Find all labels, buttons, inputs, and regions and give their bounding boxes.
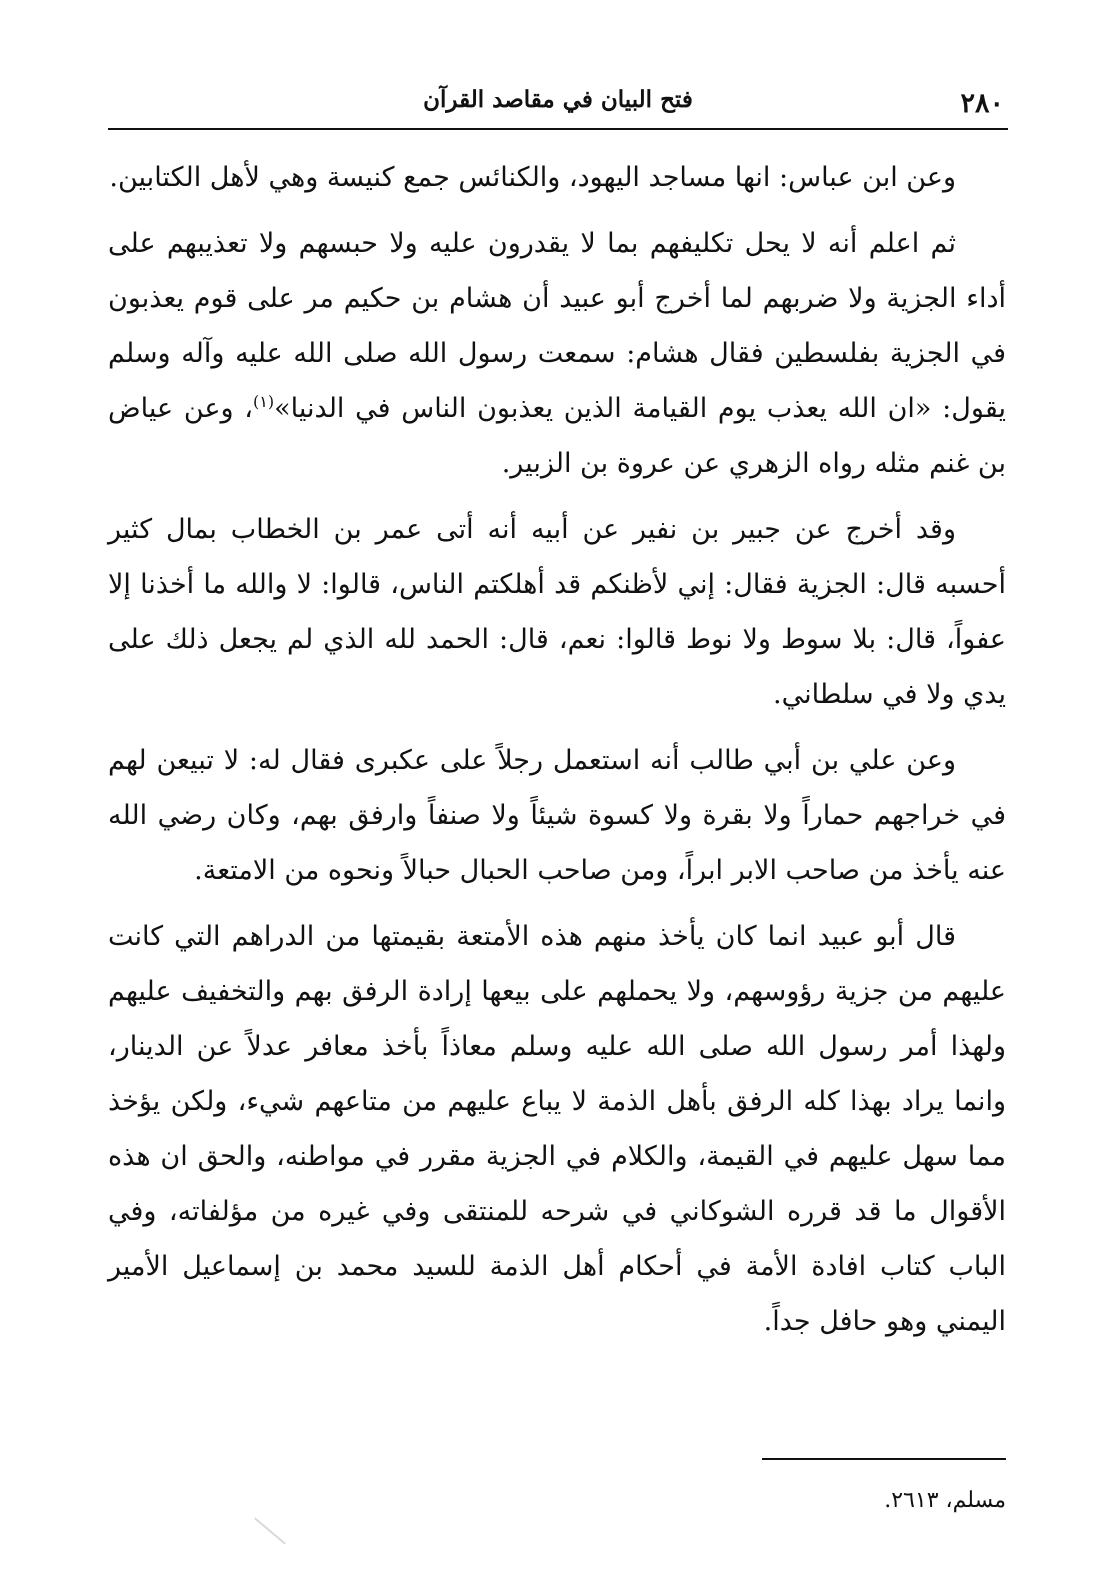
paragraph-text: وقد أخرج عن جبير بن نفير عن أبيه أنه أتى عمر بن الخطاب بمال كثير أحسبه قال: الجزية فقال: إني لأظنكم قد أهلكتم الناس، قالوا: لا والله ما أخذنا إلا عفواً، قال: بلا سوط ولا نوط قالوا: نعم، قال: الحمد لله الذي لم يجعل ذلك على يدي ولا في سلطاني. [108, 514, 1006, 710]
paragraph-text: وعن علي بن أبي طالب أنه استعمل رجلاً على عكبرى فقال له: لا تبيعن لهم في خراجهم حماراً ولا بقرة ولا كسوة شيئاً ولا صنفاً وارفق بهم، وكان رضي الله عنه يأخذ من صاحب الابر ابراً، ومن صاحب الحبال حبالاً ونحوه من الامتعة. [108, 745, 1006, 886]
paragraph [108, 502, 1006, 722]
footnote: مسلم، ٢٦١٣. [884, 1488, 1006, 1513]
paragraph-text: وعن ابن عباس: انها مساجد اليهود، والكنائس جمع كنيسة وهي لأهل الكتابين. [109, 162, 956, 193]
footnote-reference: (١) [253, 392, 275, 411]
paragraph [108, 909, 1006, 1349]
paragraph-text: قال أبو عبيد انما كان يأخذ منهم هذه الأمتعة بقيمتها من الدراهم التي كانت عليهم من جزية رؤوسهم، ولا يحملهم على بيعها إرادة الرفق بهم والتخفيف عليهم ولهذا أمر رسول الله صلى الله عليه وسلم معاذاً بأخذ معافر عدلاً عن الدينار، وانما يراد بهذا كله الرفق بأهل الذمة لا يباع عليهم من متاعهم شيء، ولكن يؤخذ مما سهل عليهم في القيمة، والكلام في الجزية مقرر في مواطنه، والحق ان هذه الأقوال ما قد قرره الشوكاني في شرحه للمنتقى وفي غيره من مؤلفاته، وفي الباب كتاب افادة الأمة في أحكام أهل الذمة للسيد محمد بن إسماعيل الأمير اليمني وهو حافل جداً. [108, 921, 1006, 1337]
book-title: فتح البيان في مقاصد القرآن [423, 86, 693, 113]
paragraph [108, 150, 1006, 205]
page-header [108, 78, 1008, 130]
paragraph-text: ثم اعلم أنه لا يحل تكليفهم بما لا يقدرون عليه ولا حبسهم ولا تعذيبهم على أداء الجزية ولا ضربهم لما أخرج أبو عبيد أن هشام بن حكيم مر على قوم يعذبون في الجزية بفلسطين فقال هشام: سمعت رسول الله صلى الله عليه وآله وسلم يقول: «ان الله يعذب يوم القيامة الذين يعذبون الناس في الدنيا» [108, 228, 1006, 424]
paragraph-text: ، وعن عياض بن غنم مثله رواه الزهري عن عروة بن الزبير. [108, 393, 1006, 479]
footnote-divider [762, 1458, 1006, 1460]
scan-artifact [254, 1517, 286, 1544]
page-number: ٢٨٠ [960, 88, 1004, 119]
paragraph [108, 733, 1006, 898]
paragraph [108, 216, 1006, 491]
body-text [108, 150, 1006, 1360]
